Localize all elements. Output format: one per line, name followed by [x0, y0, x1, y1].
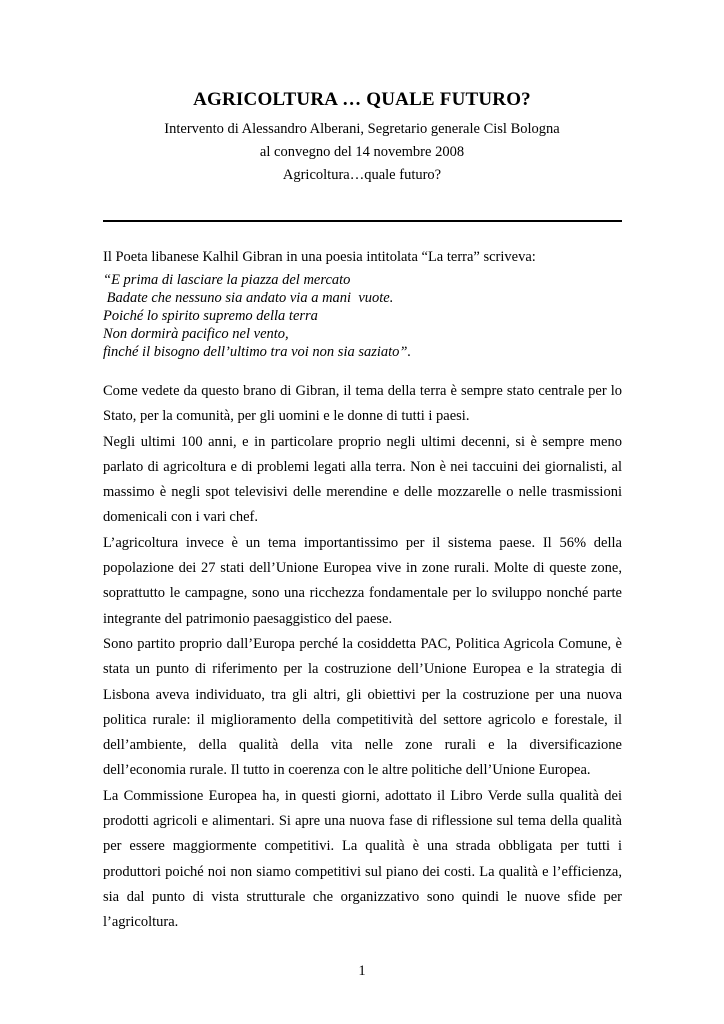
- body-paragraph: Come vedete da questo brano di Gibran, il tema della terra è sempre stato centrale per lo Stato, per la comunità, per gli uomini e le donne di tutti i paesi.: [103, 383, 622, 425]
- subtitle-topic: Agricoltura…quale futuro?: [282, 167, 442, 183]
- poem-line: Poiché lo spirito supremo della terra: [103, 308, 318, 324]
- intro-paragraph: Il Poeta libanese Kalhil Gibran in una poesia intitolata “La terra” scriveva:: [103, 249, 536, 265]
- body-paragraph: Sono partito proprio dall’Europa perché la cosiddetta PAC, Politica Agricola Comune, è stata un punto di riferimento per la costruzione dell’Unione Europea e la strategia di Lisbona aveva individuato, tra gli altri, gli obiettivi per la costruzione per una nuova politica rurale: il miglioramento della competitività del settore agricolo e forestale, il dell’ambiente, della qualità della vita nelle zone rurali e la diversificazione dell’economia rurale. Il tutto in coerenza con le altre politiche dell’Unione Europea.: [103, 635, 622, 779]
- poem-quote: [103, 271, 622, 361]
- body-paragraph: L’agricoltura invece è un tema importantissimo per il sistema paese. Il 56% della popolazione dei 27 stati dell’Unione Europea vive in zone rurali. Molte di queste zone, soprattutto le campagne, sono una ricchezza fondamentale per lo sviluppo nonché parte integrante del patrimonio paesaggistico del paese.: [103, 534, 622, 627]
- body-paragraph: Negli ultimi 100 anni, e in particolare proprio negli ultimi decenni, si è sempre meno parlato di agricoltura e di problemi legati alla terra. Non è nei taccuini dei giornalisti, al massimo è negli spot televisivi delle merendine e delle mozzarelle o nelle trasmissioni domenicali con i vari chef.: [103, 433, 622, 526]
- poem-line: finché il bisogno dell’ultimo tra voi non sia saziato”.: [103, 344, 412, 360]
- horizontal-divider: [103, 220, 622, 222]
- body-text: [103, 379, 622, 936]
- header: [0, 88, 724, 187]
- page-number: 1: [358, 963, 366, 979]
- poem-line: Non dormirà pacifico nel vento,: [103, 326, 289, 342]
- subtitle-event: al convegno del 14 novembre 2008: [259, 144, 465, 160]
- page-title: AGRICOLTURA … QUALE FUTURO?: [193, 89, 531, 110]
- poem-line: Badate che nessuno sia andato via a mani vuote.: [103, 290, 394, 306]
- poem-line: “E prima di lasciare la piazza del mercato: [103, 272, 351, 288]
- subtitle-author: Intervento di Alessandro Alberani, Segretario generale Cisl Bologna: [164, 121, 560, 137]
- body-paragraph: La Commissione Europea ha, in questi giorni, adottato il Libro Verde sulla qualità dei prodotti agricoli e alimentari. Si apre una nuova fase di riflessione sul tema della qualità per essere maggiormente competitivi. La qualità è una strada obbligata per tutti i produttori poiché noi non siamo competitivi sul piano dei costi. La qualità e l’efficienza, sia dal punto di vista strutturale che organizzativo sono quindi le nuove sfide per l’agricoltura.: [103, 787, 622, 931]
